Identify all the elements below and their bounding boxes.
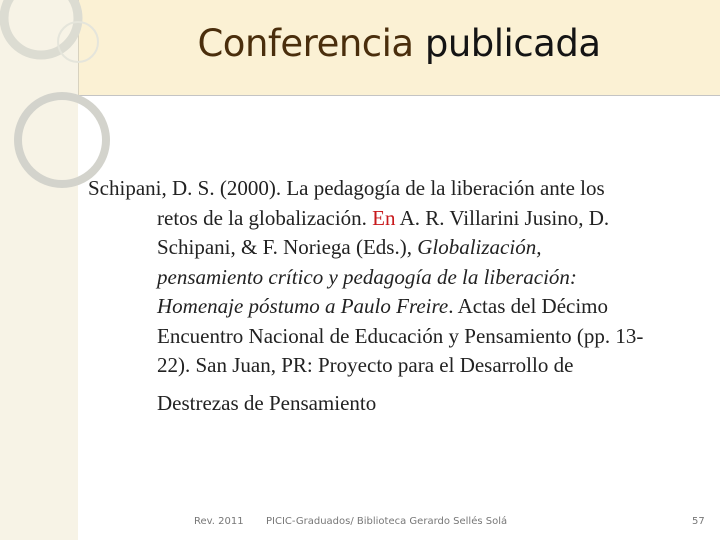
reference-book-title: pensamiento crítico y pedagogía de la liberación:	[157, 264, 577, 289]
reference-line	[88, 204, 710, 234]
reference-line	[88, 389, 710, 419]
reference-line	[88, 174, 710, 204]
title-word-publicada: publicada	[424, 22, 601, 65]
reference-text: 22). San Juan, PR: Proyecto para el Desarrollo de	[157, 353, 574, 377]
reference-en-highlight: En	[372, 205, 396, 230]
slide-number: 57	[692, 516, 705, 527]
reference-book-title: Homenaje póstumo a Paulo Freire	[157, 294, 449, 318]
footer-source: PICIC-Graduados/ Biblioteca Gerardo Sellés Solá	[266, 516, 508, 527]
reference-text: Schipani, & F. Noriega (Eds.),	[157, 235, 418, 259]
reference-text: Destrezas de Pensamiento	[157, 390, 377, 415]
reference-block	[88, 174, 710, 418]
reference-line	[88, 322, 710, 352]
reference-chapter-title: La pedagogía de la liberación ante los	[286, 176, 605, 200]
title-word-conferencia: Conferencia	[197, 22, 414, 65]
reference-line	[88, 263, 710, 293]
reference-line	[88, 292, 710, 322]
footer-date: Rev. 2011	[194, 516, 244, 527]
reference-text: Encuentro Nacional de Educación y Pensamiento (pp. 13-	[157, 323, 644, 348]
slide-title	[78, 22, 720, 65]
reference-book-title: Globalización,	[417, 235, 542, 259]
reference-text: A. R. Villarini Jusino, D.	[395, 205, 610, 230]
reference-line	[88, 233, 710, 263]
reference-text: . Actas del Décimo	[448, 294, 609, 318]
decorative-circle-top	[4, 0, 78, 55]
reference-line	[88, 351, 710, 381]
reference-text: retos de la globalización.	[157, 205, 373, 230]
reference-author: Schipani, D. S. (2000).	[88, 176, 287, 200]
decorative-circle-bottom	[18, 96, 106, 184]
